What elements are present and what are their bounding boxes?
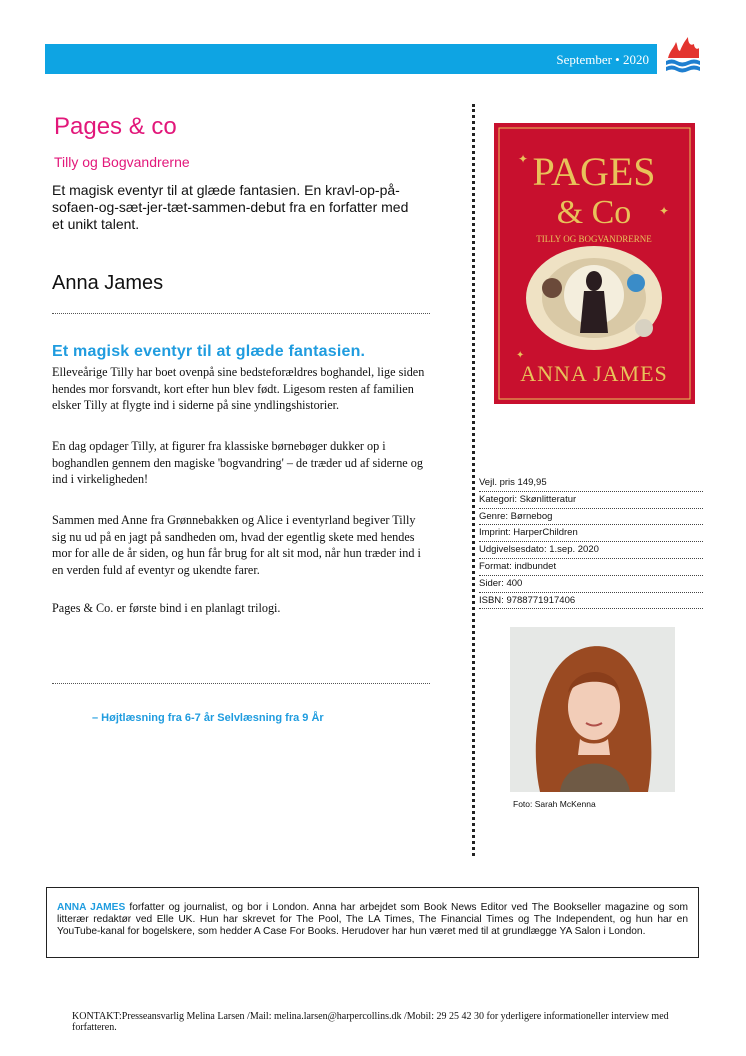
author-photo (510, 627, 675, 792)
dotted-separator (52, 683, 430, 684)
spec-imprint: Imprint: HarperChildren (479, 525, 703, 542)
book-cover-image (494, 123, 695, 404)
spec-genre: Genre: Børnebog (479, 509, 703, 526)
cover-title-line2: & Co (556, 194, 632, 231)
spec-format: Format: indbundet (479, 559, 703, 576)
book-subtitle: Tilly og Bogvandrerne (54, 154, 190, 170)
spec-price: Vejl. pris 149,95 (479, 475, 703, 492)
photo-credit: Foto: Sarah McKenna (513, 799, 596, 809)
issue-date: September • 2020 (556, 52, 649, 67)
column-divider (472, 104, 475, 856)
spec-isbn: ISBN: 9788771917406 (479, 593, 703, 610)
cover-subtitle: TILLY OG BOGVANDRERNE (536, 234, 652, 244)
spec-release-date: Udgivelsesdato: 1.sep. 2020 (479, 542, 703, 559)
description-paragraph: Sammen med Anne fra Grønnebakken og Alice i eventyrland begiver Tilly sig nu ud på en jagt på sandheden om, hvad der egentlig skete med hendes mor for alle de år siden, og hun får brug for alt sit mod, når hun træder ind i en verden fuld af eventyr og ukendte farer. (52, 513, 421, 577)
reading-level: – Højtlæsning fra 6-7 år Selvlæsning fra 9 År (92, 712, 324, 724)
dotted-separator (52, 313, 430, 314)
svg-text:✦: ✦ (516, 350, 525, 361)
description-paragraph: Elleveårige Tilly har boet ovenpå sine bedsteforældres boghandel, lige siden hendes mor forsvandt, kort efter hun blev født. Ligesom resten af familien elsker Tilly at flygte ind i siderne på sine yndlingshistorier. (52, 365, 425, 412)
author-bio-box (46, 887, 699, 958)
author-bio (57, 902, 688, 937)
book-title: Pages & co (54, 113, 177, 140)
book-tagline: Et magisk eventyr til at glæde fantasien. En kravl-op-på-sofaen-og-sæt-jer-tæt-sammen-debut fra en forfatter med et unikt talent. (52, 182, 409, 232)
spec-pages: Sider: 400 (479, 576, 703, 593)
description-paragraph: Pages & Co. er første bind i en planlagt trilogi. (52, 601, 281, 615)
svg-text:✦: ✦ (659, 204, 670, 218)
header-bar (45, 44, 657, 74)
contact-info: KONTAKT:Presseansvarlig Melina Larsen /Mail: melina.larsen@harpercollins.dk /Mobil: 29 25 42 30 for yderligere informationeller interview med forfatteren. (72, 1011, 669, 1033)
cover-title-line1: PAGES (532, 149, 656, 194)
book-specs-list (479, 475, 703, 609)
description-paragraph: En dag opdager Tilly, at figurer fra klassiske børnebøger dukker op i boghandlen gennem den magiske 'bogvandring' – de træder ud af siderne og ind i virkeligheden! (52, 439, 423, 486)
cover-author: ANNA JAMES (520, 361, 668, 386)
svg-text:✦: ✦ (518, 152, 529, 166)
spec-category: Kategori: Skønlitteratur (479, 492, 703, 509)
description-heading: Et magisk eventyr til at glæde fantasien. (52, 343, 366, 360)
author-name: Anna James (52, 272, 164, 294)
bio-text: forfatter og journalist, og bor i London. Anna har arbejdet som Book News Editor ved The Bookseller magazine og som litterær redaktør ved Elle UK. Hun har skrevet for The Pool, The LA Times, The Financial Times og The Independent, og hun har en YouTube-kanal for bogelskere, som hedder A Case For Books. Herudover har hun været med til at grundlægge YA Salon i London. (57, 902, 688, 937)
bio-author-name: ANNA JAMES (57, 902, 126, 913)
harpercollins-flame-logo-icon (664, 36, 702, 76)
